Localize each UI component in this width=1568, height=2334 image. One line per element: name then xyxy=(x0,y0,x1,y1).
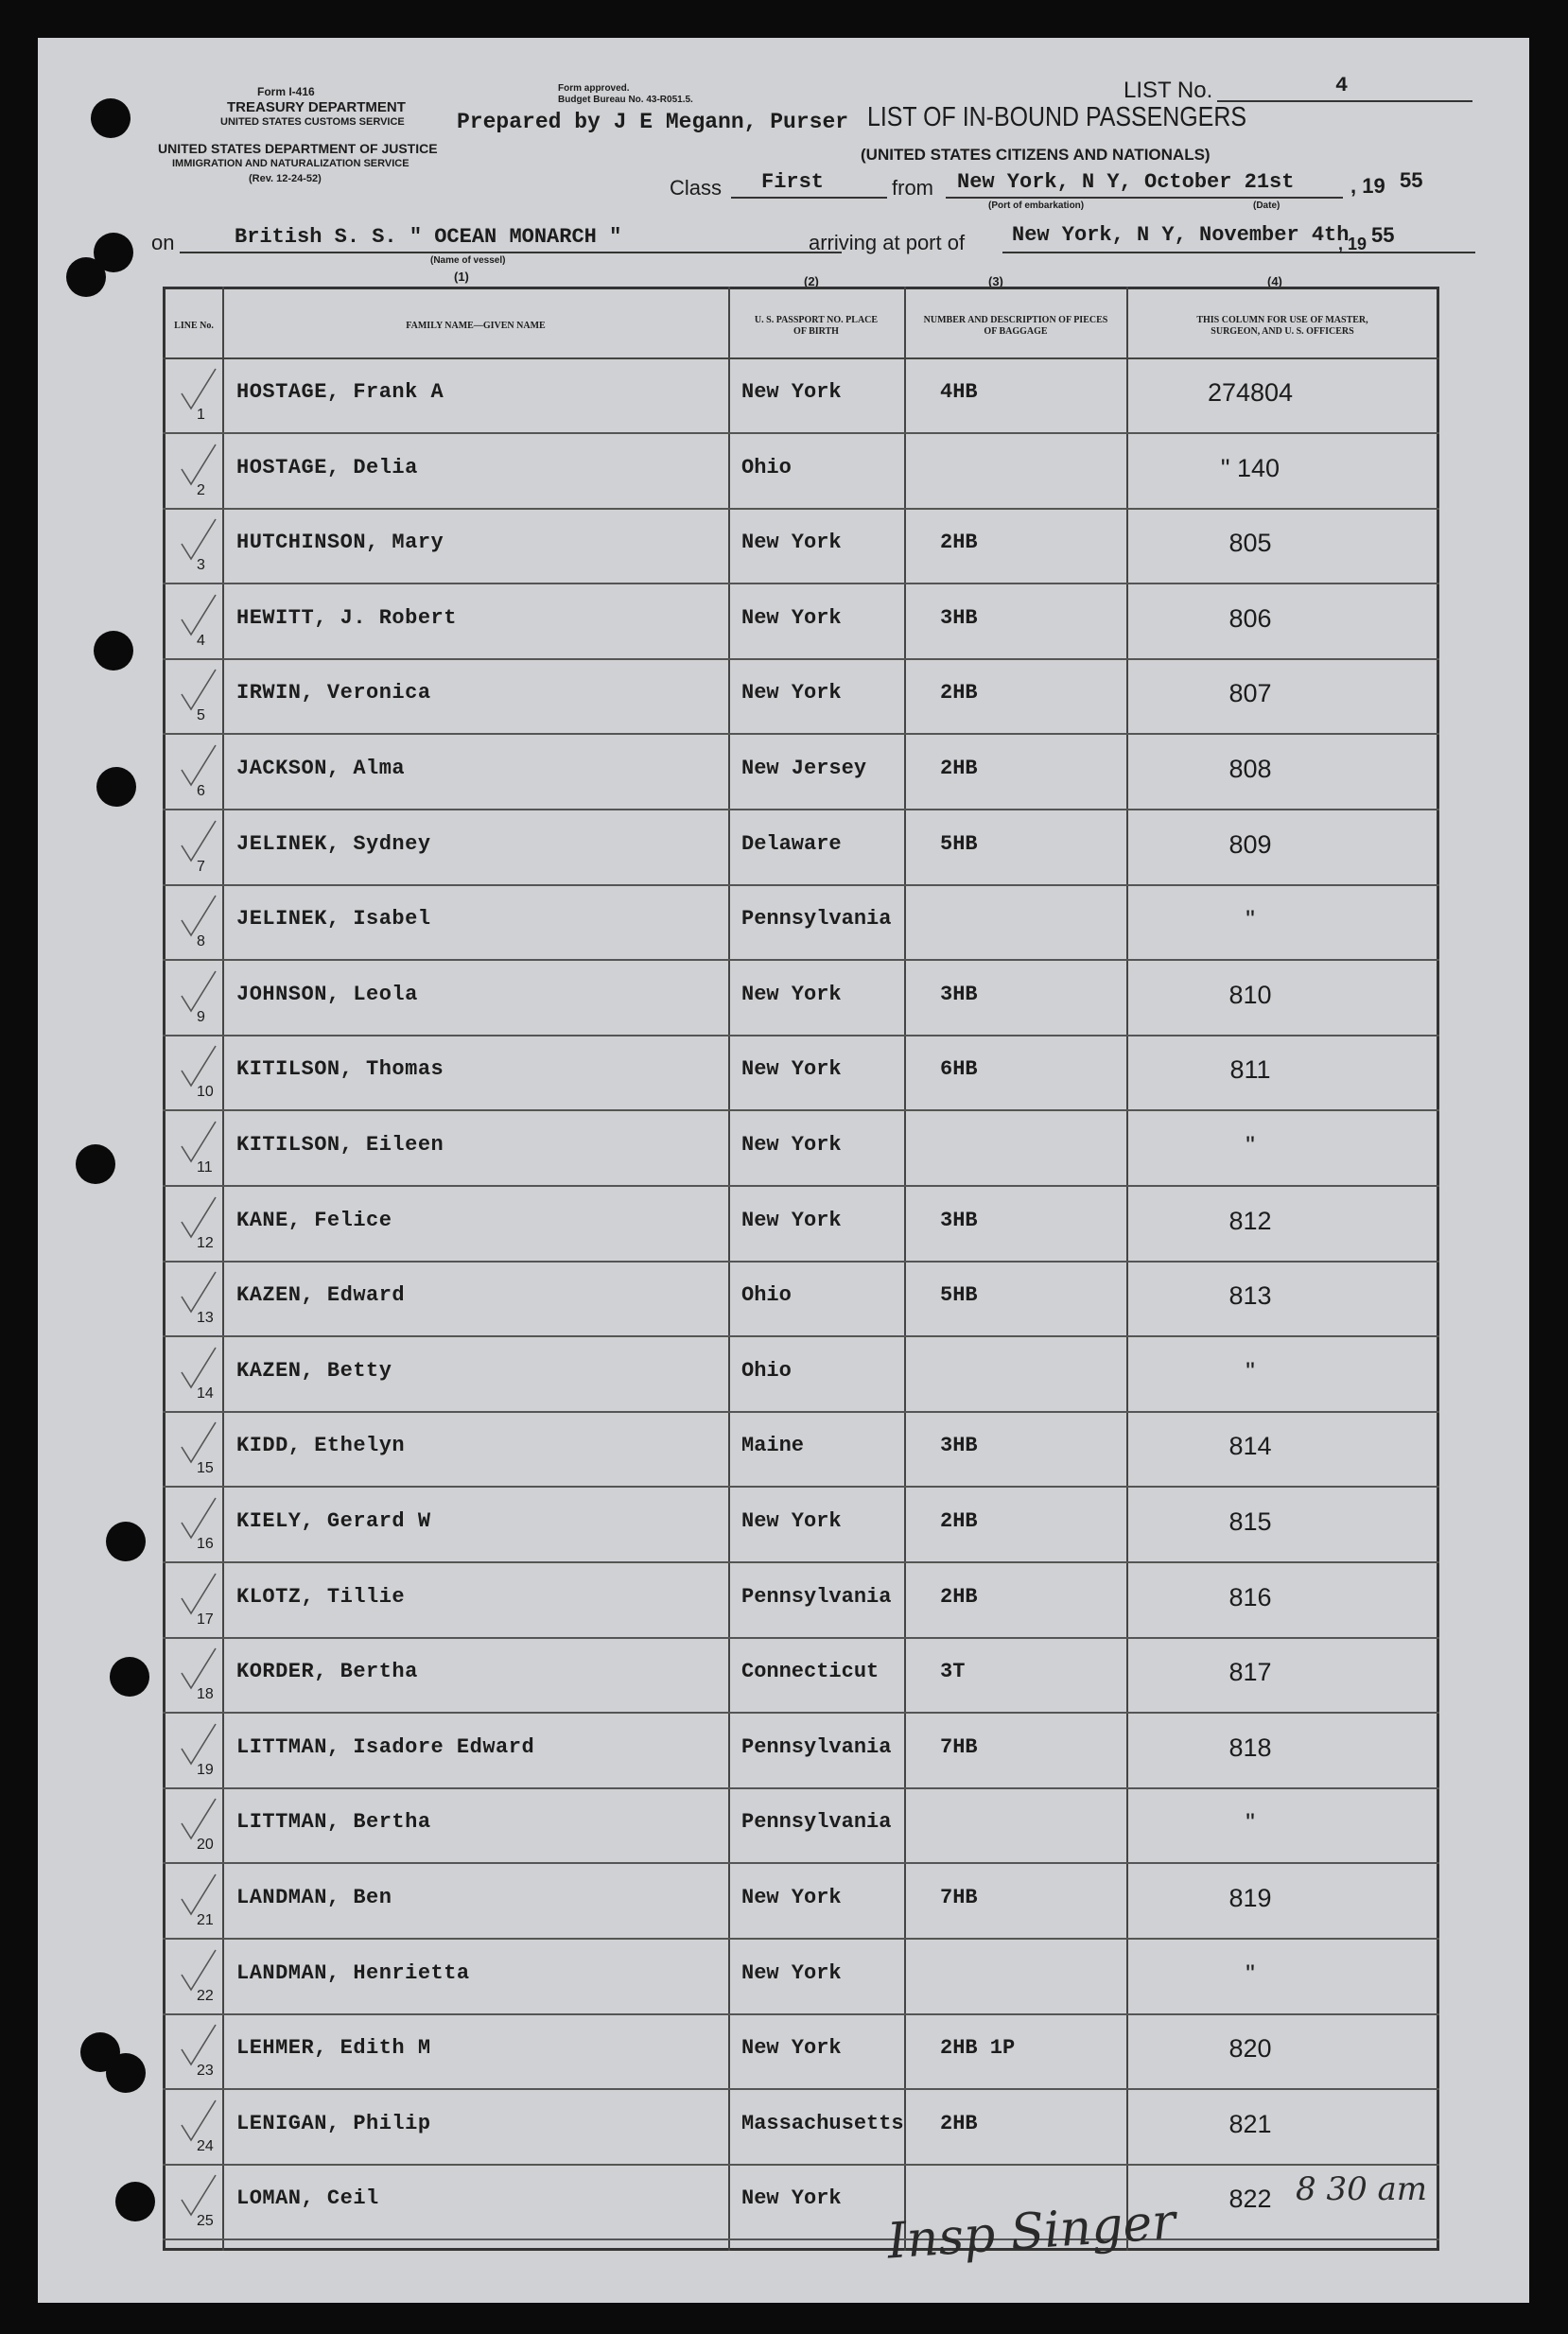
form-revision: (Rev. 12-24-52) xyxy=(249,173,322,184)
header-passport: U. S. PASSPORT NO. PLACE OF BIRTH xyxy=(754,315,879,337)
baggage: 3HB xyxy=(940,605,978,630)
check-mark-icon xyxy=(180,743,218,791)
check-mark-icon xyxy=(180,894,218,941)
baggage: 4HB xyxy=(940,380,978,404)
line-number: 25 xyxy=(197,2213,214,2230)
place-of-birth: New York xyxy=(741,1208,842,1232)
year-value: 55 xyxy=(1400,168,1423,192)
check-mark-icon xyxy=(180,1948,218,1995)
budget-bureau: Budget Bureau No. 43-R051.5. xyxy=(558,95,693,105)
officer-number: " xyxy=(1246,905,1255,934)
baggage: 3HB xyxy=(940,1208,978,1232)
officer-number: 812 xyxy=(1228,1206,1272,1235)
binder-hole xyxy=(96,767,136,807)
binder-hole xyxy=(110,1657,149,1697)
place-of-birth: Pennsylvania xyxy=(741,1584,892,1609)
binder-hole xyxy=(106,1522,146,1561)
place-of-birth: New York xyxy=(741,2036,842,2061)
list-no-label: LIST No. xyxy=(1124,78,1213,103)
table-row xyxy=(163,2166,1439,2240)
vessel-caption: (Name of vessel) xyxy=(430,255,506,266)
place-of-birth: Pennsylvania xyxy=(741,1734,892,1759)
line-number: 18 xyxy=(197,1686,214,1703)
passenger-name: JELINEK, Isabel xyxy=(236,907,431,932)
check-mark-icon xyxy=(180,1420,218,1468)
col-ref-1: (1) xyxy=(454,270,469,284)
place-of-birth: New York xyxy=(741,605,842,630)
binder-hole xyxy=(91,98,131,138)
table-row xyxy=(163,359,1439,434)
dept-ins: IMMIGRATION AND NATURALIZATION SERVICE xyxy=(172,158,409,169)
on-label: on xyxy=(151,231,175,254)
baggage: 3HB xyxy=(940,982,978,1006)
table-row xyxy=(163,1489,1439,1563)
line-number: 19 xyxy=(197,1761,214,1778)
officer-number: 811 xyxy=(1229,1055,1271,1085)
passenger-name: LITTMAN, Bertha xyxy=(236,1810,431,1835)
form-title: LIST OF IN-BOUND PASSENGERS xyxy=(867,102,1246,132)
prepared-by: Prepared by J E Megann, Purser xyxy=(457,110,849,134)
place-of-birth: New York xyxy=(741,681,842,705)
place-of-birth: Ohio xyxy=(741,455,792,479)
place-of-birth: New York xyxy=(741,1133,842,1157)
passenger-name: KLOTZ, Tillie xyxy=(236,1584,406,1609)
check-mark-icon xyxy=(180,593,218,640)
table-row xyxy=(163,1564,1439,1639)
form-approved: Form approved. xyxy=(558,83,630,94)
line-number: 23 xyxy=(197,2063,214,2080)
check-mark-icon xyxy=(180,1346,218,1393)
line-number: 2 xyxy=(197,481,205,498)
passenger-name: IRWIN, Veronica xyxy=(236,681,431,705)
table-row xyxy=(163,2091,1439,2166)
passenger-name: KIELY, Gerard W xyxy=(236,1509,431,1533)
passenger-name: HOSTAGE, Delia xyxy=(236,455,418,479)
check-mark-icon xyxy=(180,367,218,414)
passenger-name: LEHMER, Edith M xyxy=(236,2036,431,2061)
table-row xyxy=(163,1112,1439,1187)
col-ref-4: (4) xyxy=(1267,274,1282,288)
baggage: 7HB xyxy=(940,1886,978,1909)
line-number: 20 xyxy=(197,1837,214,1854)
date-caption: (Date) xyxy=(1253,200,1281,211)
passenger-name: HUTCHINSON, Mary xyxy=(236,531,444,555)
place-of-birth: New York xyxy=(741,1509,842,1533)
table-row xyxy=(163,510,1439,584)
line-number: 16 xyxy=(197,1536,214,1552)
table-row xyxy=(163,736,1439,810)
line-number: 11 xyxy=(197,1159,213,1176)
baggage: 2HB xyxy=(940,1509,978,1533)
officer-number: 820 xyxy=(1228,2034,1272,2064)
binder-hole xyxy=(106,2053,146,2093)
dept-treasury: TREASURY DEPARTMENT xyxy=(227,99,406,115)
place-of-birth: Connecticut xyxy=(741,1660,880,1684)
header-officers: THIS COLUMN FOR USE OF MASTER, SURGEON, AND U. S. OFFICERS xyxy=(1196,315,1368,337)
check-mark-icon xyxy=(180,1722,218,1769)
header-baggage: NUMBER AND DESCRIPTION OF PIECES OF BAGGAGE xyxy=(923,315,1108,337)
officer-number: " 140 xyxy=(1220,453,1281,482)
baggage: 3HB xyxy=(940,1434,978,1458)
table-row xyxy=(163,1338,1439,1413)
place-of-birth: Massachusetts xyxy=(741,2111,904,2135)
binder-hole xyxy=(115,2182,155,2221)
check-mark-icon xyxy=(180,1195,218,1243)
line-number: 5 xyxy=(197,707,205,724)
passenger-name: KITILSON, Thomas xyxy=(236,1057,444,1082)
table-row xyxy=(163,962,1439,1036)
baggage: 3T xyxy=(940,1660,966,1684)
passenger-name: HEWITT, J. Robert xyxy=(236,605,457,630)
port-caption: (Port of embarkation) xyxy=(988,200,1085,211)
officer-number: " xyxy=(1246,1959,1255,1988)
passenger-name: LITTMAN, Isadore Edward xyxy=(236,1734,535,1759)
place-of-birth: New York xyxy=(741,1886,842,1909)
officer-number: 808 xyxy=(1228,755,1272,783)
place-of-birth: New York xyxy=(741,1960,842,1985)
officer-number: 805 xyxy=(1228,529,1272,558)
binder-hole xyxy=(94,631,133,671)
officer-number: 806 xyxy=(1228,603,1272,633)
check-mark-icon xyxy=(180,443,218,490)
header-line-no: LINE No. xyxy=(174,321,214,331)
baggage: 5HB xyxy=(940,831,978,856)
passenger-name: KANE, Felice xyxy=(236,1208,392,1232)
line-number: 9 xyxy=(197,1008,205,1025)
line-number: 24 xyxy=(197,2137,214,2154)
passenger-name: JELINEK, Sydney xyxy=(236,831,431,856)
table-row xyxy=(163,1263,1439,1337)
passenger-name: LOMAN, Ceil xyxy=(236,2186,379,2211)
arrival-year: 55 xyxy=(1371,223,1395,247)
line-number: 6 xyxy=(197,783,205,799)
check-mark-icon xyxy=(180,2023,218,2070)
baggage: 7HB xyxy=(940,1734,978,1759)
baggage: 2HB xyxy=(940,681,978,705)
officer-number: 809 xyxy=(1228,829,1272,859)
passenger-name: LANDMAN, Ben xyxy=(236,1886,392,1909)
from-value: New York, N Y, October 21st xyxy=(957,170,1295,194)
line-number: 13 xyxy=(197,1310,214,1327)
check-mark-icon xyxy=(180,1572,218,1619)
passenger-name: JOHNSON, Leola xyxy=(236,982,418,1006)
place-of-birth: New York xyxy=(741,2186,842,2211)
check-mark-icon xyxy=(180,969,218,1017)
binder-hole xyxy=(66,257,106,297)
arrival-year-prefix: , 19 xyxy=(1338,235,1368,253)
check-mark-icon xyxy=(180,517,218,565)
passenger-name: KIDD, Ethelyn xyxy=(236,1434,406,1458)
officer-number: 822 xyxy=(1228,2185,1272,2214)
table-row xyxy=(163,1715,1439,1789)
arriving-label: arriving at port of xyxy=(809,231,966,254)
line-number: 17 xyxy=(197,1611,214,1628)
table-row xyxy=(163,1865,1439,1940)
line-number: 1 xyxy=(197,407,205,423)
officer-number: 816 xyxy=(1228,1582,1272,1611)
baggage: 2HB xyxy=(940,531,978,555)
check-mark-icon xyxy=(180,1120,218,1167)
col-ref-2: (2) xyxy=(804,274,819,288)
form-subtitle: (UNITED STATES CITIZENS AND NATIONALS) xyxy=(861,146,1211,164)
check-mark-icon xyxy=(180,819,218,866)
table-row xyxy=(163,1789,1439,1864)
passenger-name: HOSTAGE, Frank A xyxy=(236,380,444,404)
year-prefix: , 19 xyxy=(1350,174,1385,198)
table-row xyxy=(163,585,1439,660)
baggage: 2HB xyxy=(940,757,978,780)
place-of-birth: New York xyxy=(741,380,842,404)
passenger-name: KAZEN, Betty xyxy=(236,1358,392,1383)
officer-number: 819 xyxy=(1228,1884,1272,1912)
check-mark-icon xyxy=(180,1496,218,1543)
place-of-birth: Ohio xyxy=(741,1283,792,1308)
line-number: 4 xyxy=(197,632,205,649)
inspector-signature: Insp Singer xyxy=(885,2193,1177,2271)
officer-number: " xyxy=(1246,1131,1255,1159)
check-mark-icon xyxy=(180,1044,218,1091)
dept-justice: UNITED STATES DEPARTMENT OF JUSTICE xyxy=(158,141,438,156)
officer-number: 813 xyxy=(1228,1281,1272,1311)
passenger-name: KITILSON, Eileen xyxy=(236,1133,444,1157)
line-number: 8 xyxy=(197,933,205,950)
check-mark-icon xyxy=(180,1797,218,1844)
line-number: 7 xyxy=(197,858,205,875)
officer-number: 814 xyxy=(1228,1432,1272,1461)
line-number: 22 xyxy=(197,1987,214,2004)
line-number: 12 xyxy=(197,1234,214,1251)
check-mark-icon xyxy=(180,668,218,715)
place-of-birth: New York xyxy=(741,531,842,555)
table-row xyxy=(163,1188,1439,1263)
passenger-name: JACKSON, Alma xyxy=(236,757,406,780)
officer-number: 821 xyxy=(1228,2109,1272,2138)
from-label: from xyxy=(892,176,933,200)
binder-hole xyxy=(76,1144,115,1184)
check-mark-icon xyxy=(180,2173,218,2221)
line-number: 14 xyxy=(197,1385,214,1402)
arrival-port: New York, N Y, November 4th xyxy=(1012,223,1350,247)
place-of-birth: Pennsylvania xyxy=(741,907,892,932)
baggage: 5HB xyxy=(940,1283,978,1308)
table-row xyxy=(163,660,1439,735)
passenger-name: LANDMAN, Henrietta xyxy=(236,1960,470,1985)
baggage: 2HB 1P xyxy=(940,2036,1016,2061)
class-label: Class xyxy=(670,176,723,200)
table-row xyxy=(163,1413,1439,1488)
place-of-birth: New Jersey xyxy=(741,757,867,780)
officer-number: " xyxy=(1246,1356,1255,1385)
table-row xyxy=(163,1639,1439,1714)
place-of-birth: New York xyxy=(741,982,842,1006)
line-number: 15 xyxy=(197,1460,214,1477)
place-of-birth: Pennsylvania xyxy=(741,1810,892,1835)
check-mark-icon xyxy=(180,2099,218,2146)
dept-customs: UNITED STATES CUSTOMS SERVICE xyxy=(220,116,405,128)
inspection-time: 8 30 am xyxy=(1296,2170,1428,2208)
list-no-value: 4 xyxy=(1335,74,1349,97)
class-value: First xyxy=(761,170,825,194)
baggage: 2HB xyxy=(940,2111,978,2135)
check-mark-icon xyxy=(180,1270,218,1317)
officer-number: " xyxy=(1246,1808,1255,1838)
line-number: 10 xyxy=(197,1084,214,1101)
line-number: 3 xyxy=(197,557,205,574)
manifest-page xyxy=(38,38,1529,2303)
col-ref-3: (3) xyxy=(988,274,1003,288)
place-of-birth: Maine xyxy=(741,1434,805,1458)
officer-number: 274804 xyxy=(1207,378,1294,407)
officer-number: 810 xyxy=(1228,980,1272,1009)
place-of-birth: New York xyxy=(741,1057,842,1082)
check-mark-icon xyxy=(180,1872,218,1920)
passenger-name: KORDER, Bertha xyxy=(236,1660,418,1684)
table-row xyxy=(163,811,1439,886)
line-number: 21 xyxy=(197,1912,214,1928)
officer-number: 815 xyxy=(1228,1507,1272,1536)
officer-number: 818 xyxy=(1228,1733,1272,1762)
vessel-name: British S. S. " OCEAN MONARCH " xyxy=(235,225,622,249)
baggage: 6HB xyxy=(940,1057,978,1082)
table-row xyxy=(163,1036,1439,1111)
form-number: Form I-416 xyxy=(257,85,315,98)
officer-number: 807 xyxy=(1228,679,1272,708)
baggage: 2HB xyxy=(940,1584,978,1609)
place-of-birth: Delaware xyxy=(741,831,842,856)
place-of-birth: Ohio xyxy=(741,1358,792,1383)
passenger-name: LENIGAN, Philip xyxy=(236,2111,431,2135)
table-row xyxy=(163,886,1439,961)
officer-number: 817 xyxy=(1228,1658,1272,1687)
passenger-name: KAZEN, Edward xyxy=(236,1283,406,1308)
header-name: FAMILY NAME—GIVEN NAME xyxy=(406,321,546,331)
table-row xyxy=(163,2015,1439,2090)
table-row xyxy=(163,435,1439,510)
table-row xyxy=(163,1941,1439,2015)
check-mark-icon xyxy=(180,1646,218,1694)
